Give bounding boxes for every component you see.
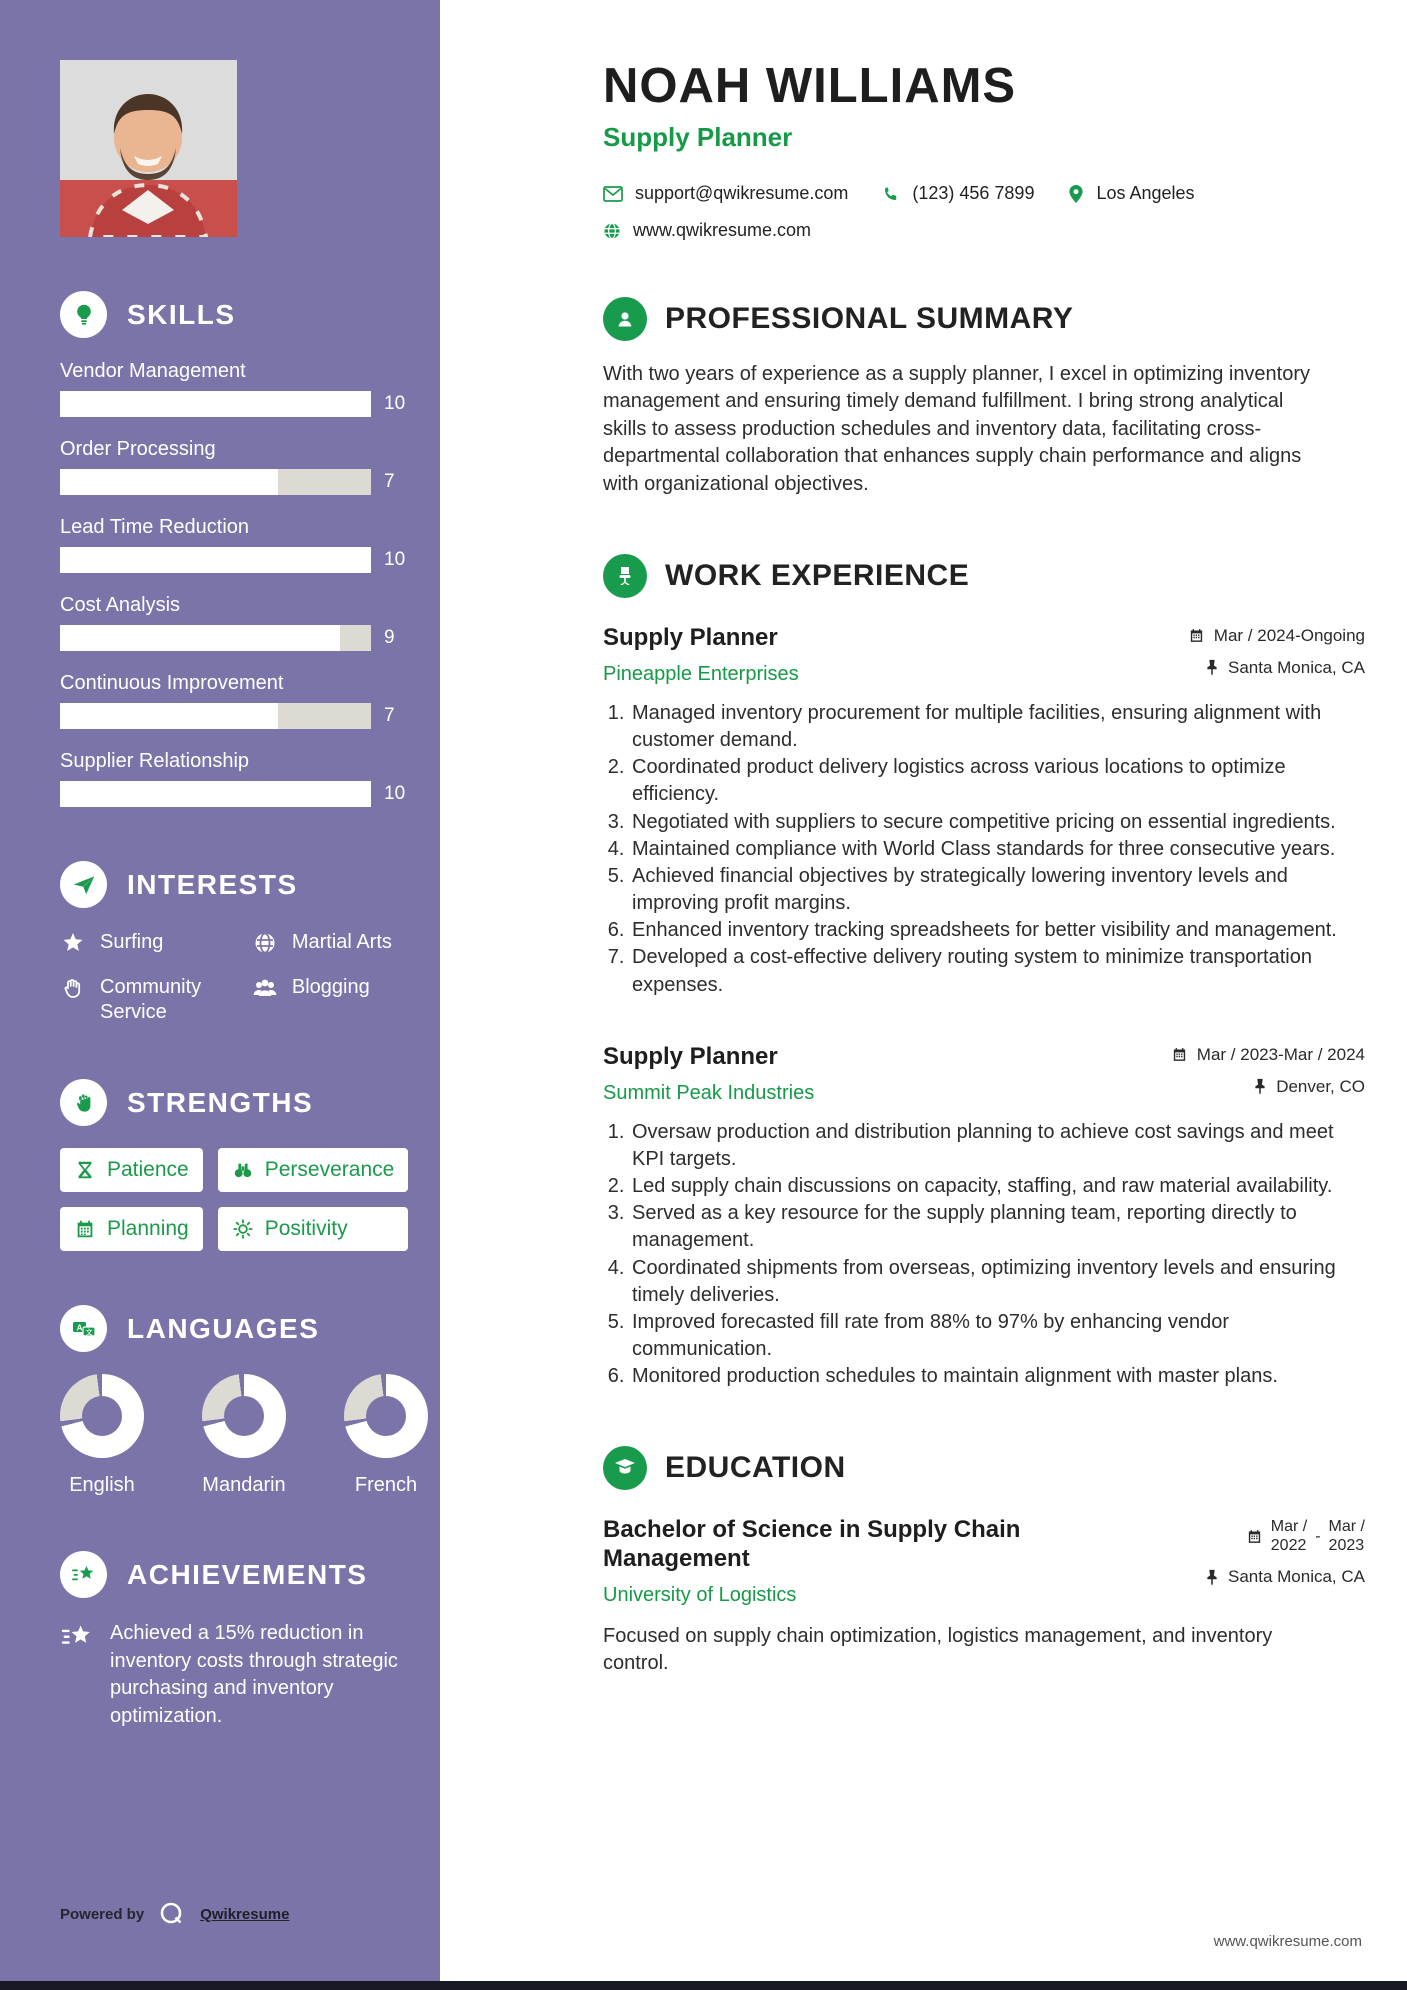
contact-website[interactable]: www.qwikresume.com bbox=[603, 220, 811, 241]
degree-title: Bachelor of Science in Supply Chain Management bbox=[603, 1516, 1021, 1573]
summary-text: With two years of experience as a supply planner, I excel in optimizing inventory management and ensuring timely demand fulfillment. I bring strong analytical skills to assess production schedules and inventory data, facilitating cross-departmental collaboration that enhances supply chain performance and aligns with organizational objectives. bbox=[603, 363, 1311, 495]
interest-item: Surfing bbox=[60, 930, 242, 955]
sun-icon bbox=[232, 1218, 254, 1240]
date-separator: - bbox=[1315, 1527, 1321, 1545]
skill-bar bbox=[60, 547, 371, 573]
experience-heading: WORK EXPERIENCE bbox=[665, 558, 970, 592]
job-bullet: 2. Coordinated product delivery logistics across various locations to optimize efficiency. bbox=[630, 754, 1365, 808]
job-bullet: 6. Monitored production schedules to maintain alignment with master plans. bbox=[630, 1363, 1365, 1390]
qwikresume-brand-link[interactable]: Qwikresume bbox=[200, 1905, 290, 1923]
profile-photo bbox=[60, 60, 237, 237]
phone-icon bbox=[882, 185, 900, 203]
shooting-star-icon bbox=[60, 1551, 107, 1598]
job-bullet: 3. Served as a key resource for the supply planning team, reporting directly to management. bbox=[630, 1200, 1365, 1254]
hourglass-icon bbox=[74, 1159, 96, 1181]
contact-row bbox=[603, 183, 1365, 204]
strengths-heading: STRENGTHS bbox=[127, 1086, 314, 1118]
job-bullet: 3. Negotiated with suppliers to secure competitive pricing on essential ingredients. bbox=[630, 809, 1365, 836]
person-title: Supply Planner bbox=[603, 122, 793, 152]
calendar-icon bbox=[1188, 627, 1205, 644]
svg-text:A: A bbox=[76, 1322, 82, 1332]
achievements-heading: ACHIEVEMENTS bbox=[127, 1558, 368, 1590]
footer-website: www.qwikresume.com bbox=[1213, 1933, 1362, 1950]
interest-item: Blogging bbox=[252, 975, 410, 1025]
interests-heading: INTERESTS bbox=[127, 868, 298, 900]
language-donut bbox=[344, 1374, 428, 1458]
interest-item: Martial Arts bbox=[252, 930, 410, 955]
skill-item: Lead Time Reduction 10 bbox=[60, 516, 410, 573]
person-icon bbox=[603, 297, 647, 341]
job-dates: Mar / 2024-Ongoing bbox=[1188, 626, 1365, 646]
job-dates: Mar / 2023-Mar / 2024 bbox=[1171, 1045, 1365, 1065]
globe-icon bbox=[603, 222, 621, 240]
job-location: Santa Monica, CA bbox=[1205, 658, 1365, 678]
skill-bar bbox=[60, 391, 371, 417]
person-name: NOAH WILLIAMS bbox=[603, 59, 1017, 113]
pushpin-icon bbox=[1205, 659, 1219, 676]
paper-plane-icon bbox=[60, 861, 107, 908]
skill-item: Vendor Management 10 bbox=[60, 360, 410, 417]
pushpin-icon bbox=[1205, 1569, 1219, 1586]
job-bullet: 4. Maintained compliance with World Class standards for three consecutive years. bbox=[630, 836, 1365, 863]
languages-heading: LANGUAGES bbox=[127, 1312, 320, 1344]
school-name: University of Logistics bbox=[603, 1584, 797, 1607]
strength-chip: Positivity bbox=[218, 1207, 409, 1251]
email-icon bbox=[603, 186, 623, 202]
bottom-strip bbox=[0, 1981, 1407, 1990]
skill-bar bbox=[60, 469, 371, 495]
job-bullets bbox=[603, 700, 1365, 999]
contact-email[interactable]: support@qwikresume.com bbox=[603, 183, 848, 204]
experience-section bbox=[603, 554, 1365, 1391]
interest-item: Community Service bbox=[60, 975, 242, 1025]
education-heading: EDUCATION bbox=[665, 1451, 846, 1485]
strengths-section bbox=[60, 1079, 410, 1251]
skills-section bbox=[60, 291, 410, 807]
skill-item: Continuous Improvement 7 bbox=[60, 672, 410, 729]
language-item: English bbox=[60, 1374, 144, 1497]
chair-icon bbox=[603, 554, 647, 598]
language-item: French bbox=[344, 1374, 428, 1497]
job-location: Denver, CO bbox=[1253, 1077, 1365, 1097]
profile-photo-illustration bbox=[60, 60, 237, 237]
job-title: Supply Planner bbox=[603, 1042, 778, 1070]
education-location: Santa Monica, CA bbox=[1205, 1567, 1365, 1587]
job-bullet: 5. Improved forecasted fill rate from 88% to 97% by enhancing vendor communication. bbox=[630, 1309, 1365, 1363]
job-title: Supply Planner bbox=[603, 623, 778, 651]
language-donut bbox=[202, 1374, 286, 1458]
strength-chip: Planning bbox=[60, 1207, 203, 1251]
job-bullet: 1. Managed inventory procurement for multiple facilities, ensuring alignment with customer demand. bbox=[630, 700, 1365, 754]
education-dates: Mar / 2022 - Mar / 2023 bbox=[1246, 1518, 1365, 1555]
job-bullet: 1. Oversaw production and distribution planning to achieve cost savings and meet KPI targets. bbox=[630, 1119, 1365, 1173]
main-content bbox=[440, 0, 1407, 1698]
graduate-icon bbox=[603, 1446, 647, 1490]
job-bullet: 4. Coordinated shipments from overseas, optimizing inventory levels and ensuring timely deliveries. bbox=[630, 1255, 1365, 1309]
powered-by-label: Powered by bbox=[60, 1905, 145, 1923]
contact-phone: (123) 456 7899 bbox=[882, 183, 1034, 204]
education-entry bbox=[603, 1516, 1365, 1677]
job-bullet: 2. Led supply chain discussions on capacity, staffing, and raw material availability. bbox=[630, 1173, 1365, 1200]
summary-section bbox=[603, 297, 1365, 498]
job-bullets bbox=[603, 1119, 1365, 1391]
job-company: Summit Peak Industries bbox=[603, 1081, 815, 1104]
education-section bbox=[603, 1446, 1365, 1677]
shooting-star-icon bbox=[60, 1622, 94, 1652]
job-bullet: 5. Achieved financial objectives by strategically lowering inventory levels and improving profit margins. bbox=[630, 863, 1365, 917]
job-entry bbox=[603, 624, 1365, 999]
interests-section bbox=[60, 861, 410, 1025]
education-description: Focused on supply chain optimization, logistics management, and inventory control. bbox=[603, 1625, 1273, 1675]
strength-chip: Perseverance bbox=[218, 1148, 409, 1192]
calendar-icon bbox=[1171, 1046, 1188, 1063]
strength-chip: Patience bbox=[60, 1148, 203, 1192]
achievement-item bbox=[60, 1620, 410, 1730]
job-bullet: 6. Enhanced inventory tracking spreadsheets for better visibility and management. bbox=[630, 917, 1365, 944]
hand-icon bbox=[60, 976, 86, 1000]
contact-row-2 bbox=[603, 220, 1365, 241]
skills-heading: SKILLS bbox=[127, 298, 236, 330]
people-icon bbox=[252, 976, 278, 1000]
star-icon bbox=[60, 931, 86, 955]
language-donut bbox=[60, 1374, 144, 1458]
calendar-icon bbox=[1246, 1528, 1263, 1545]
binoculars-icon bbox=[232, 1159, 254, 1181]
skill-bar bbox=[60, 703, 371, 729]
skill-bar bbox=[60, 781, 371, 807]
job-bullet: 7. Developed a cost-effective delivery routing system to minimize transportation expenses. bbox=[630, 944, 1365, 998]
svg-text:文: 文 bbox=[85, 1328, 92, 1336]
skill-bar bbox=[60, 625, 371, 651]
lightbulb-icon bbox=[60, 291, 107, 338]
sidebar-footer bbox=[60, 1900, 289, 1928]
globe-icon bbox=[252, 931, 278, 955]
skill-item: Supplier Relationship 10 bbox=[60, 750, 410, 807]
job-company: Pineapple Enterprises bbox=[603, 662, 799, 685]
skill-item: Cost Analysis 9 bbox=[60, 594, 410, 651]
skill-item: Order Processing 7 bbox=[60, 438, 410, 495]
calendar-icon bbox=[74, 1218, 96, 1240]
pushpin-icon bbox=[1253, 1078, 1267, 1095]
summary-heading: PROFESSIONAL SUMMARY bbox=[665, 302, 1074, 335]
contact-location: Los Angeles bbox=[1068, 183, 1194, 204]
job-entry bbox=[603, 1043, 1365, 1391]
languages-section bbox=[60, 1305, 418, 1497]
translate-icon bbox=[60, 1305, 107, 1352]
language-item: Mandarin bbox=[202, 1374, 286, 1497]
qwikresume-logo-icon bbox=[158, 1900, 186, 1928]
achievements-section bbox=[60, 1551, 410, 1730]
fist-icon bbox=[60, 1079, 107, 1126]
location-pin-icon bbox=[1068, 184, 1084, 204]
achievement-text: Achieved a 15% reduction in inventory costs through strategic purchasing and inventory optimization. bbox=[110, 1622, 398, 1727]
sidebar bbox=[0, 0, 440, 1990]
